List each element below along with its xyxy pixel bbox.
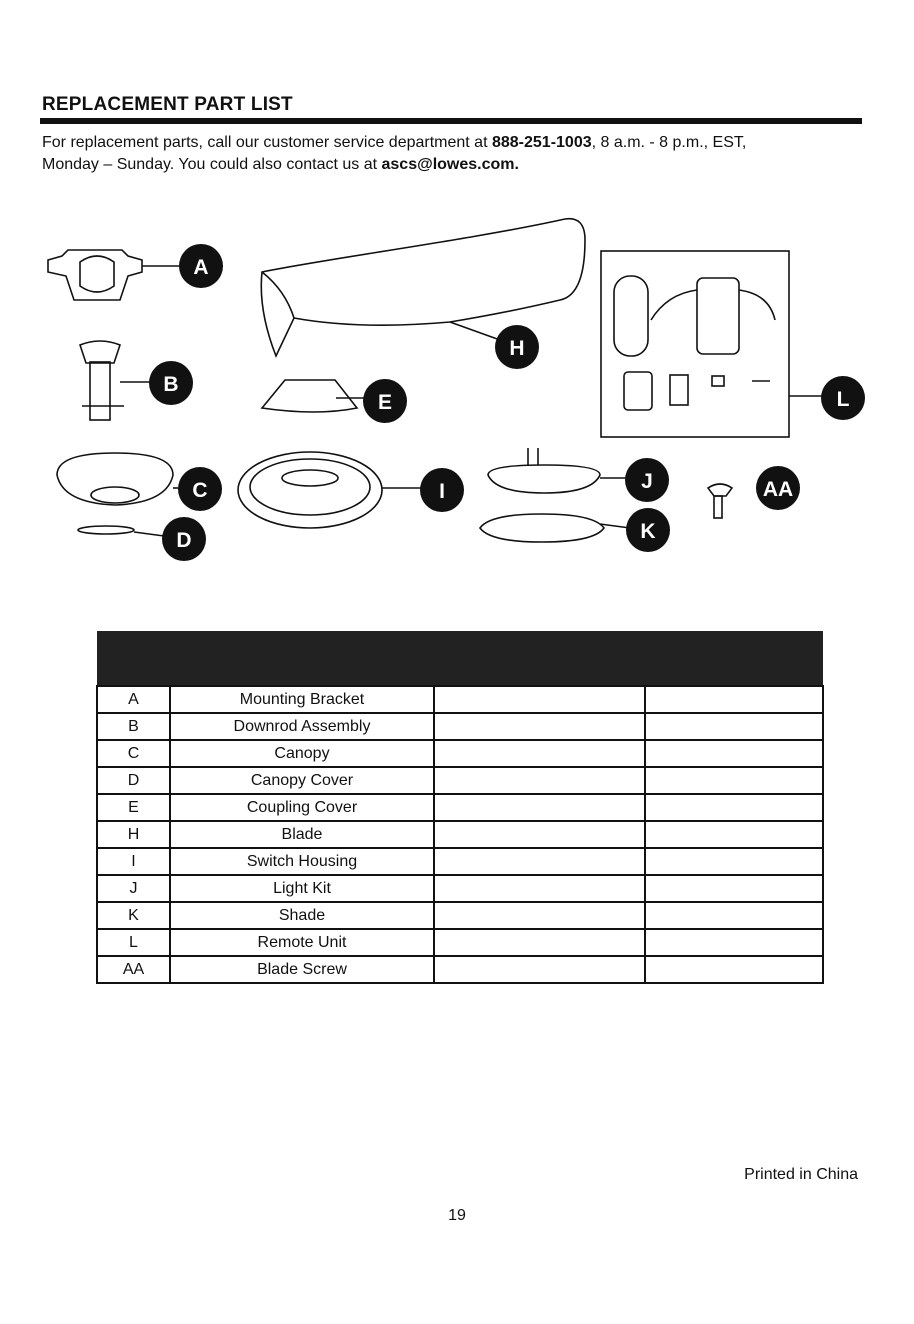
table-cell-col3	[434, 956, 645, 983]
title-rule	[40, 118, 862, 124]
table-cell-col4	[645, 902, 823, 929]
canopy-illustration	[57, 453, 178, 505]
mounting-bracket-illustration	[48, 250, 180, 300]
callout-b	[149, 361, 193, 405]
svg-text:E: E	[377, 391, 393, 414]
table-cell-col3	[434, 740, 645, 767]
coupling-cover-illustration	[262, 380, 366, 412]
table-row	[97, 794, 823, 821]
table-cell-col4	[645, 713, 823, 740]
table-row	[97, 821, 823, 848]
table-cell-part: E	[97, 794, 170, 821]
canopy-cover-illustration	[78, 526, 164, 536]
blade-illustration	[261, 219, 585, 356]
blade-screw-illustration	[708, 484, 732, 518]
table-row	[97, 767, 823, 794]
shade-illustration	[480, 514, 630, 542]
svg-text:K: K	[640, 520, 656, 543]
table-cell-part: A	[97, 686, 170, 713]
table-header-row	[97, 631, 823, 686]
callout-markers	[149, 244, 865, 561]
svg-text:H: H	[509, 337, 525, 360]
table-cell-description: Blade	[170, 821, 434, 848]
table-cell-description: Canopy Cover	[170, 767, 434, 794]
table-row	[97, 686, 823, 713]
svg-text:AA: AA	[762, 478, 794, 501]
page-title: REPLACEMENT PART LIST	[42, 94, 293, 115]
table-row	[97, 713, 823, 740]
page-number: 19	[448, 1207, 466, 1224]
parts-table	[96, 631, 824, 984]
table-cell-description: Shade	[170, 902, 434, 929]
callout-e	[363, 379, 407, 423]
table-cell-description: Coupling Cover	[170, 794, 434, 821]
table-cell-part: K	[97, 902, 170, 929]
table-cell-description: Downrod Assembly	[170, 713, 434, 740]
intro-line1-suffix: , 8 a.m. - 8 p.m., EST,	[591, 134, 747, 151]
table-cell-col3	[434, 848, 645, 875]
table-cell-col3	[434, 767, 645, 794]
table-cell-part: J	[97, 875, 170, 902]
table-row	[97, 929, 823, 956]
table-cell-part: H	[97, 821, 170, 848]
table-cell-col4	[645, 875, 823, 902]
table-cell-col3	[434, 821, 645, 848]
svg-text:L: L	[836, 388, 850, 411]
table-cell-col4	[645, 767, 823, 794]
table-cell-col4	[645, 686, 823, 713]
table-cell-part: I	[97, 848, 170, 875]
callout-a	[179, 244, 223, 288]
svg-text:D: D	[176, 529, 192, 552]
svg-text:B: B	[163, 373, 179, 396]
callout-c	[178, 467, 222, 511]
table-cell-col3	[434, 875, 645, 902]
callout-j	[625, 458, 669, 502]
table-cell-col3	[434, 794, 645, 821]
table-cell-part: L	[97, 929, 170, 956]
table-cell-col4	[645, 794, 823, 821]
callout-h	[495, 325, 539, 369]
callout-k	[626, 508, 670, 552]
table-cell-col4	[645, 821, 823, 848]
callout-aa	[756, 466, 800, 510]
remote-unit-illustration	[601, 251, 822, 437]
table-cell-part: B	[97, 713, 170, 740]
svg-text:J: J	[641, 470, 653, 493]
light-kit-illustration	[488, 448, 628, 493]
table-row	[97, 956, 823, 983]
table-cell-col4	[645, 740, 823, 767]
table-cell-col3	[434, 902, 645, 929]
table-cell-col3	[434, 713, 645, 740]
table-row	[97, 848, 823, 875]
email-address: ascs@lowes.com.	[381, 156, 519, 173]
intro-text	[42, 132, 872, 176]
table-cell-col3	[434, 686, 645, 713]
table-cell-part: C	[97, 740, 170, 767]
table-row	[97, 875, 823, 902]
table-cell-col4	[645, 848, 823, 875]
callout-l	[821, 376, 865, 420]
svg-text:I: I	[439, 480, 445, 503]
intro-line1-prefix: For replacement parts, call our customer service department at	[42, 134, 492, 151]
table-cell-description: Light Kit	[170, 875, 434, 902]
svg-text:A: A	[193, 256, 209, 279]
phone-number: 888-251-1003	[491, 134, 592, 151]
table-cell-description: Canopy	[170, 740, 434, 767]
printed-in-note: Printed in China	[744, 1166, 858, 1183]
table-cell-description: Switch Housing	[170, 848, 434, 875]
table-cell-description: Mounting Bracket	[170, 686, 434, 713]
table-cell-part: D	[97, 767, 170, 794]
table-cell-description: Blade Screw	[170, 956, 434, 983]
callout-i	[420, 468, 464, 512]
switch-housing-illustration	[238, 452, 424, 528]
table-row	[97, 740, 823, 767]
parts-illustration	[0, 200, 914, 580]
table-cell-col3	[434, 929, 645, 956]
table-cell-description: Remote Unit	[170, 929, 434, 956]
downrod-illustration	[80, 341, 150, 420]
intro-line2-prefix: Monday – Sunday. You could also contact us at	[42, 156, 382, 173]
table-cell-col4	[645, 956, 823, 983]
table-cell-col4	[645, 929, 823, 956]
svg-text:C: C	[192, 479, 208, 502]
table-cell-part: AA	[97, 956, 170, 983]
callout-d	[162, 517, 206, 561]
table-row	[97, 902, 823, 929]
